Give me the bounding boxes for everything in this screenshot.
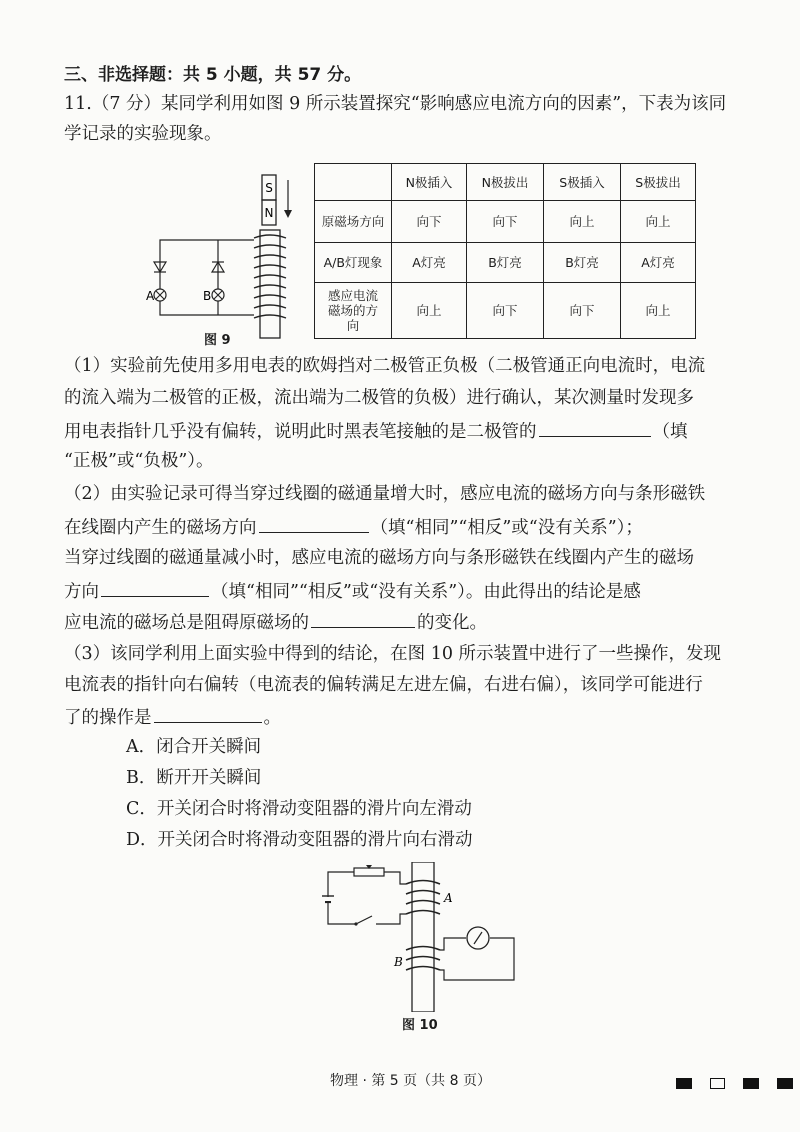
secondary-wire-top <box>440 938 466 950</box>
coil-a-windings <box>406 881 440 915</box>
question-line-1: 11.（7 分）某同学利用如图 9 所示装置探究“影响感应电流方向的因素”，下表为该同 <box>64 94 727 114</box>
answer-blank-3[interactable] <box>101 578 209 597</box>
part2-text: 应电流的磁场总是阻碍原磁场的 <box>64 613 309 633</box>
outer-wire <box>160 240 254 315</box>
section-title: 三、非选择题：共 5 小题，共 57 分。 <box>64 65 362 85</box>
answer-blank-1[interactable] <box>539 418 651 437</box>
table-header: S极拔出 <box>621 164 696 201</box>
table-row <box>315 243 696 283</box>
table-cell: 向下 <box>392 201 467 243</box>
part1-line-4: “正极”或“负极”）。 <box>64 451 214 471</box>
primary-wire <box>328 872 406 924</box>
page-footer: 物理 · 第 5 页（共 8 页） <box>330 1073 491 1089</box>
part2-line-1: （2）由实验记录可得当穿过线圈的磁通量增大时，感应电流的磁场方向与条形磁铁 <box>64 484 706 504</box>
table-cell: B灯亮 <box>544 243 621 283</box>
part1-line-3 <box>64 418 688 444</box>
part3-text: 了的操作是 <box>64 708 152 728</box>
table-header: S极插入 <box>544 164 621 201</box>
figure-10 <box>318 862 528 1012</box>
table-header: N极拔出 <box>467 164 544 201</box>
part3-line-3 <box>64 704 281 730</box>
figure-10-caption: 图 10 <box>402 1018 438 1033</box>
table-row <box>315 283 696 339</box>
figure-9-caption: 图 9 <box>204 333 231 348</box>
part2-text: （填“相同”“相反”或“没有关系”）。由此得出的结论是感 <box>211 582 641 602</box>
alignment-mark-icon <box>777 1078 793 1089</box>
part1-text: （填 <box>652 422 688 442</box>
coil-b-label: B <box>394 955 403 969</box>
magnet-n-label: N <box>264 206 274 220</box>
option-b[interactable]: B．断开开关瞬间 <box>126 768 262 788</box>
table-cell: A灯亮 <box>392 243 467 283</box>
coil-b-windings <box>406 947 440 971</box>
part2-line-2 <box>64 514 643 540</box>
part1-line-2: 的流入端为二极管的正极，流出端为二极管的负极）进行确认，某次测量时发现多 <box>64 388 694 408</box>
rheostat <box>354 868 384 876</box>
table-cell: 向下 <box>467 283 544 339</box>
magnet-s-label: S <box>265 181 273 195</box>
alignment-mark-icon <box>743 1078 759 1089</box>
table-cell: 向下 <box>467 201 544 243</box>
option-d[interactable]: D．开关闭合时将滑动变阻器的滑片向右滑动 <box>126 830 473 850</box>
table-cell: A灯亮 <box>621 243 696 283</box>
table-cell: B灯亮 <box>467 243 544 283</box>
table-row-label: A/B灯现象 <box>315 243 392 283</box>
alignment-mark-icon <box>676 1078 692 1089</box>
part2-text: 在线圈内产生的磁场方向 <box>64 518 257 538</box>
arrow-head <box>284 210 292 218</box>
part3-line-1: （3）该同学利用上面实验中得到的结论，在图 10 所示装置中进行了一些操作，发现 <box>64 644 722 664</box>
part2-line-3: 当穿过线圈的磁通量减小时，感应电流的磁场方向与条形磁铁在线圈内产生的磁场 <box>64 548 694 568</box>
answer-blank-2[interactable] <box>259 514 369 533</box>
table-cell: 向上 <box>544 201 621 243</box>
part2-text: 的变化。 <box>417 613 487 633</box>
part2-line-5 <box>64 609 487 635</box>
table-cell: 向上 <box>621 201 696 243</box>
answer-blank-5[interactable] <box>154 704 262 723</box>
figure-9 <box>142 170 302 345</box>
table-header-row <box>315 164 696 201</box>
option-a[interactable]: A．闭合开关瞬间 <box>126 737 262 757</box>
figure-9-circuit <box>142 170 302 345</box>
part3-text: 。 <box>263 708 281 728</box>
iron-core <box>412 862 434 1012</box>
part2-line-4 <box>64 578 641 604</box>
coil-windings <box>254 235 286 318</box>
lamp-b-label: B <box>203 289 212 303</box>
figure-10-circuit <box>318 862 528 1012</box>
part1-line-1: （1）实验前先使用多用电表的欧姆挡对二极管正负极（二极管通正向电流时，电流 <box>64 356 706 376</box>
part2-text: 方向 <box>64 582 99 602</box>
table-row-label: 感应电流磁场的方向 <box>315 283 392 339</box>
alignment-marks <box>676 1073 793 1092</box>
part2-text: （填“相同”“相反”或“没有关系”）； <box>370 518 643 538</box>
table-cell: 向下 <box>544 283 621 339</box>
answer-blank-4[interactable] <box>311 609 415 628</box>
alignment-mark-hollow-icon <box>710 1078 725 1089</box>
table-cell <box>315 164 392 201</box>
table-cell: 向上 <box>392 283 467 339</box>
table-header: N极插入 <box>392 164 467 201</box>
part3-line-2: 电流表的指针向右偏转（电流表的偏转满足左进左偏，右进右偏），该同学可能进行 <box>64 675 703 695</box>
option-c[interactable]: C．开关闭合时将滑动变阻器的滑片向左滑动 <box>126 799 472 819</box>
question-line-2: 学记录的实验现象。 <box>64 124 222 144</box>
lamp-a-label: A <box>146 289 155 303</box>
coil-a-label: A <box>444 891 453 905</box>
table-row-label: 原磁场方向 <box>315 201 392 243</box>
table-row <box>315 201 696 243</box>
part1-text: 用电表指针几乎没有偏转，说明此时黑表笔接触的是二极管的 <box>64 422 537 442</box>
table-cell: 向上 <box>621 283 696 339</box>
observation-table <box>314 163 696 339</box>
